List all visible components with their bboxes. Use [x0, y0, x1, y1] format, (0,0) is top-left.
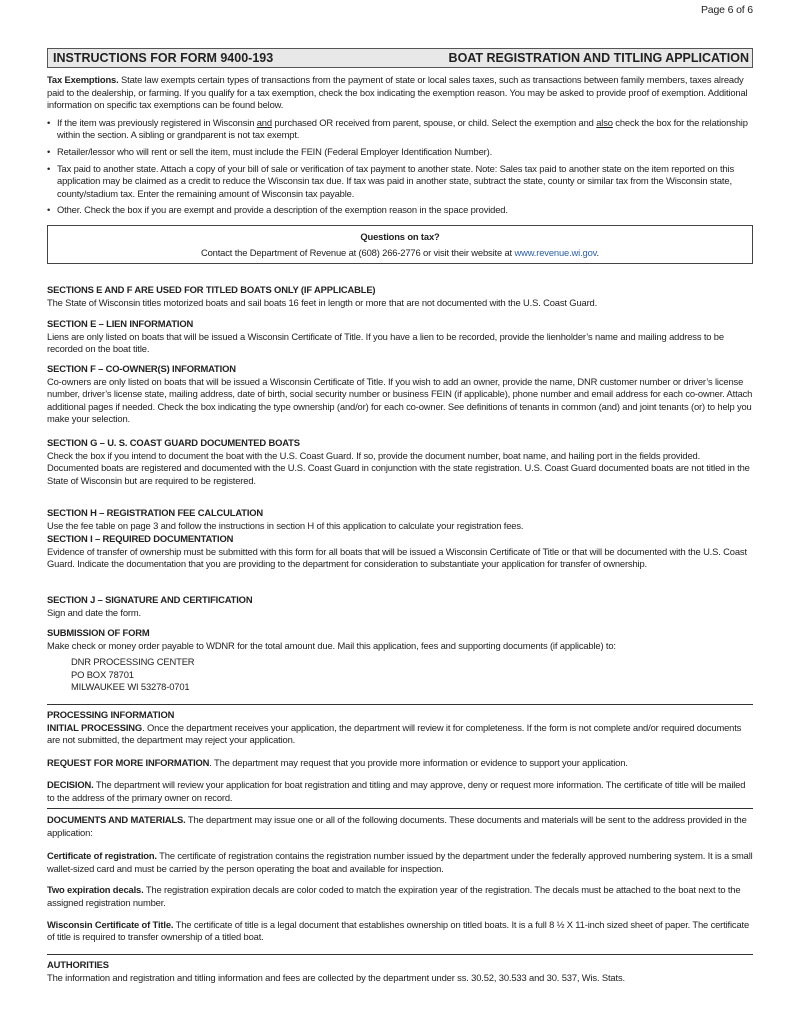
tax-title: Tax Exemptions. — [47, 74, 119, 85]
header-left: INSTRUCTIONS FOR FORM 9400-193 — [53, 51, 274, 65]
revenue-link[interactable]: www.revenue.wi.gov — [514, 246, 597, 258]
bullet-item: • Retailer/lessor who will rent or sell the item, must include the FEIN (Federal Employer Identification Number). — [47, 146, 753, 159]
submission-of-form: SUBMISSION OF FORM Make check or money order payable to WDNR for the total amount due. Mail this application, fees and supporting documents (if applicable) to: DNR PROCESSING CENTER PO BOX 78701 MILWAUKEE WI 53278-0701 — [47, 627, 753, 694]
tax-text: State law exempts certain types of transactions from the payment of state or local sales taxes, such as transactions between family members, taxes already paid to the dealership, or farming. If you qualify for a tax exemption, check the box indicating the exemption reason. You may be asked to provide proof of exemption. Additional information on specific tax exemptions can be found below. — [47, 74, 748, 111]
tax-exemptions — [47, 74, 753, 217]
processing-information: PROCESSING INFORMATION INITIAL PROCESSING. Once the department receives your application, the department will review it for completeness. If the form is not complete and/or required documents are not submitted, the department may reject your application. REQUEST FOR MORE INFORMATION. The department may request that you provide more information or evidence to support your application. DECISION. The department will review your application for boat registration and titling and may approve, deny or request more information. The certificate of title will be mailed to the address of the primary owner on record. — [47, 709, 746, 803]
bullet-item: • Tax paid to another state. Attach a copy of your bill of sale or verification of tax payment to another state. Note: Sales tax paid to another state on the item reported on this application may be claimed as a credit to reduce the Wisconsin tax due. If tax was paid in another state, subtract the state, county or similar tax from the Wisconsin state, county/stadium tax. Enter the remaining amount of Wisconsin tax payable. — [47, 163, 753, 201]
page-number: Page 6 of 6 — [700, 4, 753, 16]
questions-title: Questions on tax? — [360, 231, 440, 242]
sections-e-f: SECTIONS E AND F ARE USED FOR TITLED BOATS ONLY (IF APPLICABLE) The State of Wisconsin titles motorized boats and sail boats 16 feet in length or more that are not documented with the U.S. Coast Guard. — [47, 284, 598, 308]
documents-and-materials: DOCUMENTS AND MATERIALS. The department may issue one or all of the following documents. These documents and materials will be sent to the address provided in the application: Certificate of registration. The certificate of registration contains the registration number issued by the department under the federally approved numbering system. It is a small wallet-sized card and must be carried by the person operating the boat and available for inspection. Two expiration decals. The registration expiration decals are color coded to match the expiration year of the registration. The decals must be attached to the boat next to the assigned registration number. Wisconsin Certificate of Title. The certificate of title is a legal document that establishes ownership on titled boats. It is a full 8 ½ X 11-inch sized sheet of paper. The certificate of title is required to transfer ownership of a titled boat. — [47, 814, 753, 943]
bullet-item: • If the item was previously registered in Wisconsin and purchased OR received from parent, spouse, or child. Select the exemption and also check the box for the relationship within the section. A sibling or grandparent is not tax exempt. — [47, 117, 753, 142]
section-e: SECTION E – LIEN INFORMATION Liens are only listed on boats that will be issued a Wisconsin Certificate of Title. If you have a lien to be recorded, provide the lienholder’s name and mailing address to be recorded on the boat title. — [47, 318, 724, 355]
section-i: SECTION I – REQUIRED DOCUMENTATION Evidence of transfer of ownership must be submitted with this form for all boats that will be issued a Wisconsin Certificate of Title or that will be documented with the U.S. Coast Guard. Indicate the documentation that you are providing to the department for consideration to substantiate your application for transfer of ownership. — [47, 533, 747, 570]
divider — [47, 704, 753, 705]
authorities: AUTHORITIES The information and registration and titling information and fees are collected by the department under ss. 30.52, 30.533 and 30. 537, Wis. Stats. — [47, 959, 625, 983]
header-right: BOAT REGISTRATION AND TITLING APPLICATION — [448, 51, 749, 65]
questions-text: Contact the Department of Revenue at (608) 266-2776 or visit their website at — [200, 246, 515, 258]
divider — [47, 808, 753, 809]
section-f: SECTION F – CO-OWNER(S) INFORMATION Co-owners are only listed on boats that will be issued a Wisconsin Certificate of Title. If you wish to add an owner, provide the name, DNR customer number or driver’s license number, driver’s license state, mailing address, date of birth, social security number or business FEIN (if applicable), phone number and email address for each co-owner. Attach additional pages if needed. Check the box indicating the type ownership (and/or) for each co-owner. See definitions of tenants in common (and) and joint tenants (or) to help you make your selection. — [47, 363, 753, 425]
bullet-item: • Other. Check the box if you are exempt and provide a description of the exemption reason in the space provided. — [47, 204, 753, 217]
form-header — [47, 48, 753, 68]
section-h: SECTION H – REGISTRATION FEE CALCULATION Use the fee table on page 3 and follow the instructions in section H of this application to calculate your registration fees. — [47, 507, 524, 531]
questions-box: Questions on tax? Contact the Department of Revenue at (608) 266-2776 or visit their website at www.revenue.wi.gov. — [47, 225, 753, 264]
section-g: SECTION G – U. S. COAST GUARD DOCUMENTED BOATS Check the box if you intend to document the boat with the U.S. Coast Guard. If so, provide the document number, boat name, and hailing port in the fields provided. Documented boats are registered and documented with the U.S. Coast Guard in conjunction with the state registration. U.S. Coast Guard documented boats are not titled in the State of Wisconsin but are required to be registered. — [47, 437, 750, 486]
mailing-address: DNR PROCESSING CENTER PO BOX 78701 MILWAUKEE WI 53278-0701 — [71, 656, 195, 693]
divider — [47, 954, 753, 955]
section-j: SECTION J – SIGNATURE AND CERTIFICATION Sign and date the form. — [47, 594, 253, 618]
